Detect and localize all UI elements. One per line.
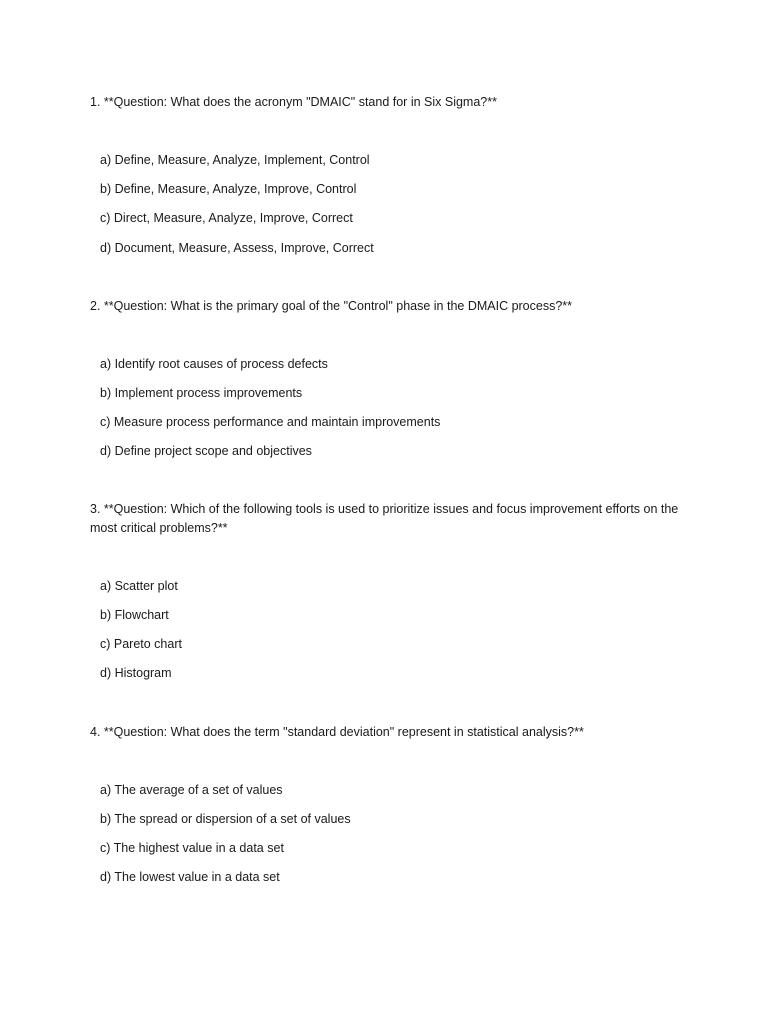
question-3-option-d: d) Histogram <box>100 666 172 680</box>
question-3: 3. **Question: Which of the following tools is used to prioritize issues and focus improvement efforts on the most critical problems?** <box>90 502 679 535</box>
question-1: 1. **Question: What does the acronym "DMAIC" stand for in Six Sigma?** <box>90 95 497 109</box>
question-3-option-a: a) Scatter plot <box>100 579 178 593</box>
question-4-option-a: a) The average of a set of values <box>100 783 283 797</box>
question-2-option-b: b) Implement process improvements <box>100 386 303 400</box>
question-4-option-b: b) The spread or dispersion of a set of values <box>100 812 351 826</box>
question-4-option-d: d) The lowest value in a data set <box>100 870 280 884</box>
question-1-option-c: c) Direct, Measure, Analyze, Improve, Correct <box>100 211 353 225</box>
question-2-option-a: a) Identify root causes of process defects <box>100 357 328 371</box>
question-2-option-d: d) Define project scope and objectives <box>100 444 312 458</box>
question-2-option-c: c) Measure process performance and maintain improvements <box>100 415 441 429</box>
question-4-option-c: c) The highest value in a data set <box>100 841 284 855</box>
question-3-option-b: b) Flowchart <box>100 608 169 622</box>
question-4: 4. **Question: What does the term "standard deviation" represent in statistical analysis?** <box>90 725 584 739</box>
question-2: 2. **Question: What is the primary goal of the "Control" phase in the DMAIC process?** <box>90 299 573 313</box>
question-1-option-a: a) Define, Measure, Analyze, Implement, Control <box>100 153 370 167</box>
question-1-option-b: b) Define, Measure, Analyze, Improve, Control <box>100 182 357 196</box>
question-1-option-d: d) Document, Measure, Assess, Improve, Correct <box>100 241 374 255</box>
question-3-option-c: c) Pareto chart <box>100 637 182 651</box>
